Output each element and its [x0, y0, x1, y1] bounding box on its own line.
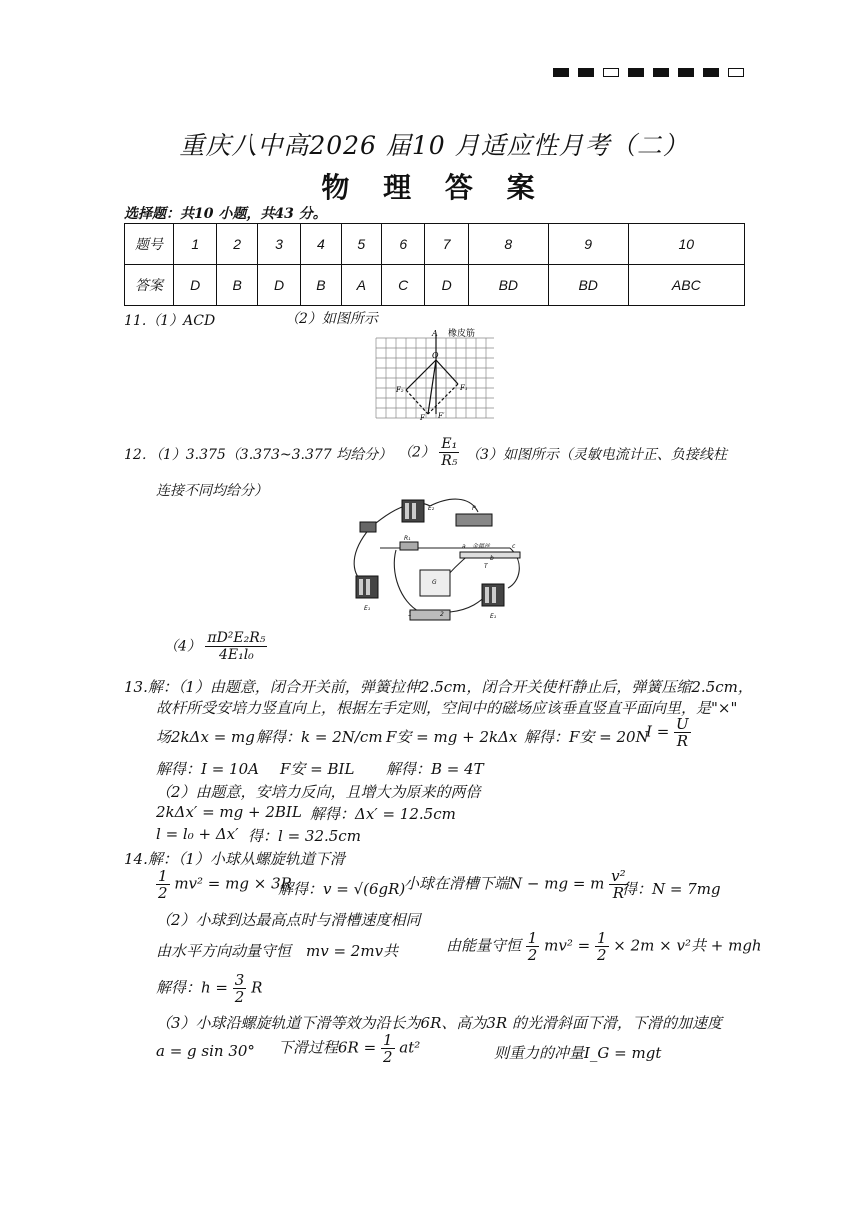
frac-num: πD²E₂R₅ — [207, 630, 266, 646]
q13-line4a: 解得：I = 10A — [156, 760, 259, 778]
label-b: b — [490, 555, 494, 562]
frac-den: R — [612, 884, 625, 902]
table-cell: 1 — [174, 224, 217, 265]
q14-line7b — [278, 1032, 420, 1065]
q14-line2d: 得：N = 7mg — [622, 880, 721, 898]
circuit-diagram — [340, 492, 530, 628]
q12-part4-prefix: （4） — [164, 638, 201, 655]
label-1: 1 — [408, 611, 412, 618]
fraction — [381, 1032, 395, 1065]
table-cell: B — [217, 265, 257, 306]
force-vectors — [406, 334, 458, 414]
switch-left — [360, 522, 376, 532]
frac-den: 2 — [596, 946, 607, 964]
label-e1-right: E₁ — [490, 613, 497, 620]
q13-line3b: 解得：k = 2N/cm — [256, 728, 383, 746]
expr: 下滑过程6R = — [278, 1038, 377, 1057]
q13-line3e-prefix: I = — [646, 722, 670, 741]
q14-line2b: 解得：v = √(6gR) — [278, 880, 406, 898]
q12-part4-fraction — [205, 630, 267, 663]
frac-num: 3 — [234, 971, 245, 989]
header-mark — [603, 68, 619, 77]
table-header-cell: 答案 — [125, 265, 174, 306]
q12-part4 — [164, 630, 267, 663]
q13-line3d: 解得：F安 = 20N — [524, 728, 649, 746]
label-e2: E₂ — [428, 505, 435, 512]
header-mark — [653, 68, 669, 77]
frac-num: U — [676, 715, 689, 733]
label-f: F — [420, 414, 425, 422]
header-mark — [553, 68, 569, 77]
table-row — [125, 265, 745, 306]
header-mark — [578, 68, 594, 77]
label-f1: F₁ — [460, 384, 468, 392]
battery-e1-right — [482, 584, 504, 606]
table-cell: 8 — [468, 224, 548, 265]
frac-num: 1 — [527, 929, 538, 947]
label-e1: E₁ — [364, 605, 371, 612]
expr: R — [251, 978, 263, 997]
page-subtitle: 物 理 答 案 — [321, 171, 547, 204]
frac-num: 1 — [158, 867, 168, 885]
label-fprime: F′ — [438, 412, 445, 420]
q11-part1: 11.（1）ACD — [124, 313, 216, 329]
battery-e2 — [402, 500, 424, 522]
answer-table — [124, 223, 745, 306]
q13-line3a: 场2kΔx = mg — [156, 728, 255, 746]
q13-line4b: F安 = BIL — [280, 760, 355, 778]
expr: 由能量守恒 — [446, 936, 522, 955]
switch — [410, 610, 450, 620]
force-diagram — [370, 328, 500, 428]
frac-den: R — [676, 732, 689, 750]
table-cell: D — [425, 265, 468, 306]
frac-den: 4E₁l₀ — [218, 647, 254, 663]
frac-den: R₅ — [441, 453, 458, 469]
expr: mv² = mg × 3R — [174, 874, 292, 893]
table-cell: D — [257, 265, 300, 306]
q13-line4c: 解得：B = 4T — [386, 760, 484, 778]
frac-num: v² — [611, 867, 626, 885]
frac-num: 1 — [596, 929, 607, 947]
header-mark — [678, 68, 694, 77]
label-rx: R₁ — [404, 535, 411, 542]
q12-part2 — [398, 436, 459, 469]
table-cell: A — [341, 265, 381, 306]
label-f2: F₂ — [396, 386, 404, 394]
frac-den: 2 — [234, 988, 245, 1006]
table-cell: D — [174, 265, 217, 306]
table-cell: 9 — [548, 224, 628, 265]
q13-line6a: 2kΔx′ = mg + 2BIL — [156, 803, 302, 821]
q13-line3e-fraction — [674, 716, 691, 749]
q13-line3e — [646, 716, 691, 749]
table-cell: 10 — [628, 224, 744, 265]
q13-line3c: F安 = mg + 2kΔx — [386, 728, 518, 746]
table-cell: 4 — [301, 224, 341, 265]
q14-line2a — [156, 868, 292, 901]
header-mark — [728, 68, 744, 77]
q14-line3: （2）小球到达最高点时与滑槽速度相同 — [156, 911, 421, 929]
q13-line6b: 解得：Δx′ = 12.5cm — [310, 805, 456, 823]
frac-num: E₁ — [441, 436, 458, 452]
label-o: O — [432, 351, 439, 360]
table-cell: BD — [548, 265, 628, 306]
q12-part2-prefix: （2） — [398, 444, 435, 461]
table-cell: 3 — [257, 224, 300, 265]
frac-num: 1 — [382, 1031, 393, 1049]
header-mark — [628, 68, 644, 77]
q13-line2: 故杆所受安培力竖直向上，根据左手定则，空间中的磁场应该垂直竖直平面向里，是"×" — [156, 699, 738, 717]
fraction — [233, 972, 247, 1005]
table-cell: C — [382, 265, 425, 306]
label-c: c — [512, 543, 516, 550]
label-wire: 金属丝 — [472, 543, 491, 550]
expr: 解得：h = — [156, 978, 228, 997]
table-cell: 7 — [425, 224, 468, 265]
table-row — [125, 224, 745, 265]
q14-line2c — [404, 868, 628, 901]
q13-line1: 13.解：（1）由题意，闭合开关前，弹簧拉伸2.5cm，闭合开关使杆静止后，弹簧压缩2.5cm， — [124, 678, 753, 696]
q11-part2: （2）如图所示 — [285, 311, 378, 327]
fraction — [595, 930, 609, 963]
q12-part1: 12．（1）3.375（3.373~3.377 均给分） — [124, 447, 393, 463]
label-g: G — [432, 579, 437, 586]
label-2: 2 — [440, 611, 444, 618]
q12-part3-cont: 连接不同均给分） — [156, 483, 268, 499]
frac-den: 2 — [527, 946, 538, 964]
q14-line4a: 由水平方向动量守恒 mv = 2mv共 — [156, 942, 399, 960]
table-cell: 2 — [217, 224, 257, 265]
frac-den: 2 — [382, 1048, 393, 1066]
frac-den: 2 — [158, 884, 168, 902]
grid — [376, 338, 494, 418]
q14-line4b — [446, 930, 762, 963]
q14-line1: 14.解：（1）小球从螺旋轨道下滑 — [124, 850, 345, 868]
rheostat — [456, 514, 492, 526]
q14-line7a: a = g sin 30° — [156, 1042, 255, 1060]
table-cell: 5 — [341, 224, 381, 265]
q14-line5 — [156, 972, 262, 1005]
battery-e1-left — [356, 576, 378, 598]
label-rubber: 橡皮筋 — [448, 329, 476, 339]
fraction — [156, 868, 170, 901]
table-cell: ABC — [628, 265, 744, 306]
expr: mv² = — [544, 936, 591, 955]
expr: at² — [399, 1038, 421, 1057]
fraction — [526, 930, 540, 963]
q14-line7d: 则重力的冲量I_G = mgt — [494, 1044, 662, 1062]
q13-line5: （2）由题意，安培力反向，且增大为原来的两倍 — [156, 783, 481, 801]
table-header-cell: 题号 — [125, 224, 174, 265]
expr: 小球在滑槽下端N − mg = m — [404, 874, 605, 893]
mc-heading: 选择题：共10 小题，共43 分。 — [124, 206, 327, 222]
resistor — [400, 542, 418, 550]
label-p: P — [472, 505, 476, 512]
q12-part2-fraction — [439, 436, 459, 469]
label-a: A — [432, 329, 438, 338]
q13-line7b: 得：l = 32.5cm — [248, 827, 361, 845]
label-t: T — [484, 563, 488, 570]
label-a: a — [462, 543, 466, 550]
table-cell: BD — [468, 265, 548, 306]
page-title: 重庆八中高2026 届10 月适应性月考（二） — [179, 131, 689, 160]
header-mark — [703, 68, 719, 77]
table-cell: B — [301, 265, 341, 306]
expr: × 2m × v²共 + mgh — [613, 936, 762, 955]
q12-part3: （3）如图所示（灵敏电流计正、负接线柱 — [466, 447, 727, 463]
table-cell: 6 — [382, 224, 425, 265]
q14-line6: （3）小球沿螺旋轨道下滑等效为沿长为6R、高为3R 的光滑斜面下滑，下滑的加速度 — [156, 1014, 722, 1032]
q13-line7a: l = l₀ + Δx′ — [156, 825, 239, 843]
